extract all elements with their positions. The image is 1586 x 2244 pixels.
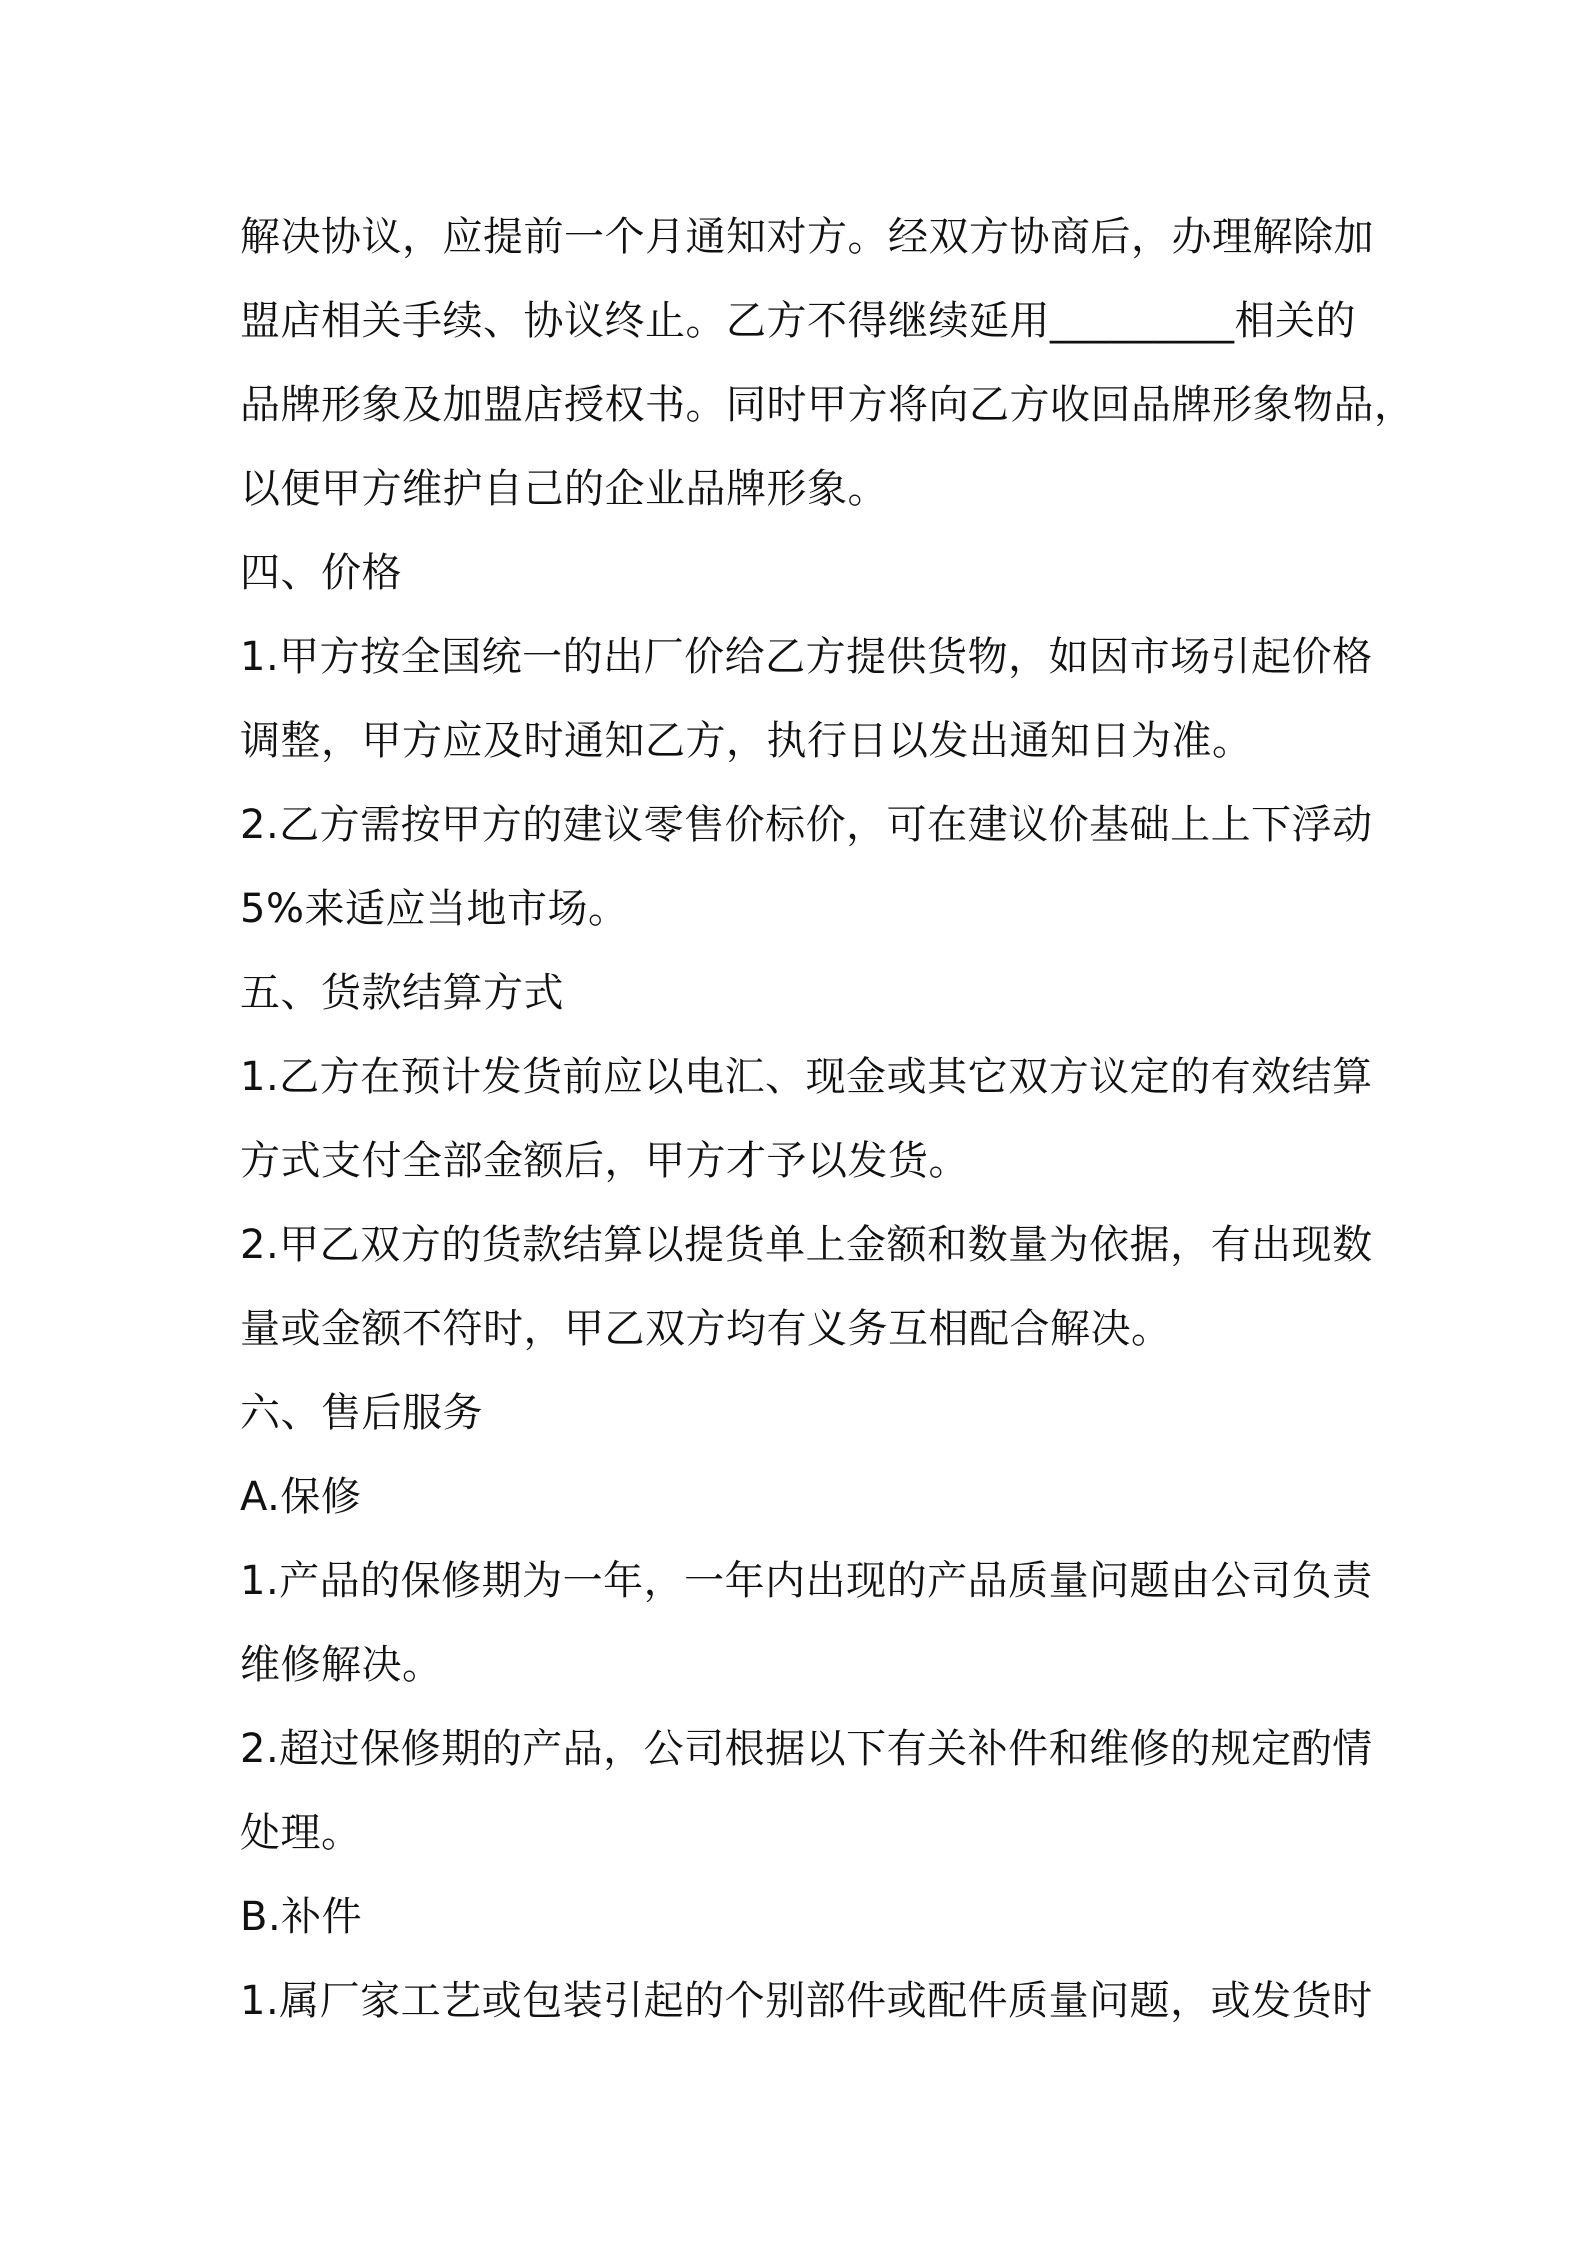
- text-line: 品牌形象及加盟店授权书。同时甲方将向乙方收回品牌形象物品，: [240, 382, 1415, 428]
- subsection-heading-warranty: A.保修: [240, 1474, 362, 1520]
- text-line: 2.甲乙双方的货款结算以提货单上金额和数量为依据，有出现数: [240, 1222, 1373, 1268]
- section-heading-payment: 五、货款结算方式: [240, 970, 564, 1016]
- text-line: 以便甲方维护自己的企业品牌形象。: [240, 466, 888, 512]
- text-line: 方式支付全部金额后，甲方才予以发货。: [240, 1138, 969, 1184]
- subsection-heading-parts: B.补件: [240, 1894, 363, 1940]
- text-line: 1.产品的保修期为一年，一年内出现的产品质量问题由公司负责: [240, 1558, 1373, 1604]
- text-line: 盟店相关手续、协议终止。乙方不得继续延用_________相关的: [240, 298, 1356, 344]
- text-line: 调整，甲方应及时通知乙方，执行日以发出通知日为准。: [240, 718, 1253, 764]
- text-line: 5%来适应当地市场。: [240, 886, 629, 932]
- text-line: 量或金额不符时，甲乙双方均有义务互相配合解决。: [240, 1306, 1172, 1352]
- text-line: 2.乙方需按甲方的建议零售价标价，可在建议价基础上上下浮动: [240, 802, 1373, 848]
- section-heading-after-sales: 六、售后服务: [240, 1390, 483, 1436]
- text-line: 1.属厂家工艺或包装引起的个别部件或配件质量问题，或发货时: [240, 1978, 1373, 2024]
- text-line: 1.乙方在预计发货前应以电汇、现金或其它双方议定的有效结算: [240, 1054, 1373, 1100]
- text-line: 处理。: [240, 1810, 362, 1856]
- text-line: 解决协议，应提前一个月通知对方。经双方协商后，办理解除加: [240, 214, 1374, 260]
- text-line: 1.甲方按全国统一的出厂价给乙方提供货物，如因市场引起价格: [240, 634, 1373, 680]
- document-page: [240, 195, 1415, 2043]
- text-line: 维修解决。: [240, 1642, 443, 1688]
- text-line: 2.超过保修期的产品，公司根据以下有关补件和维修的规定酌情: [240, 1726, 1373, 1772]
- section-heading-price: 四、价格: [240, 550, 402, 596]
